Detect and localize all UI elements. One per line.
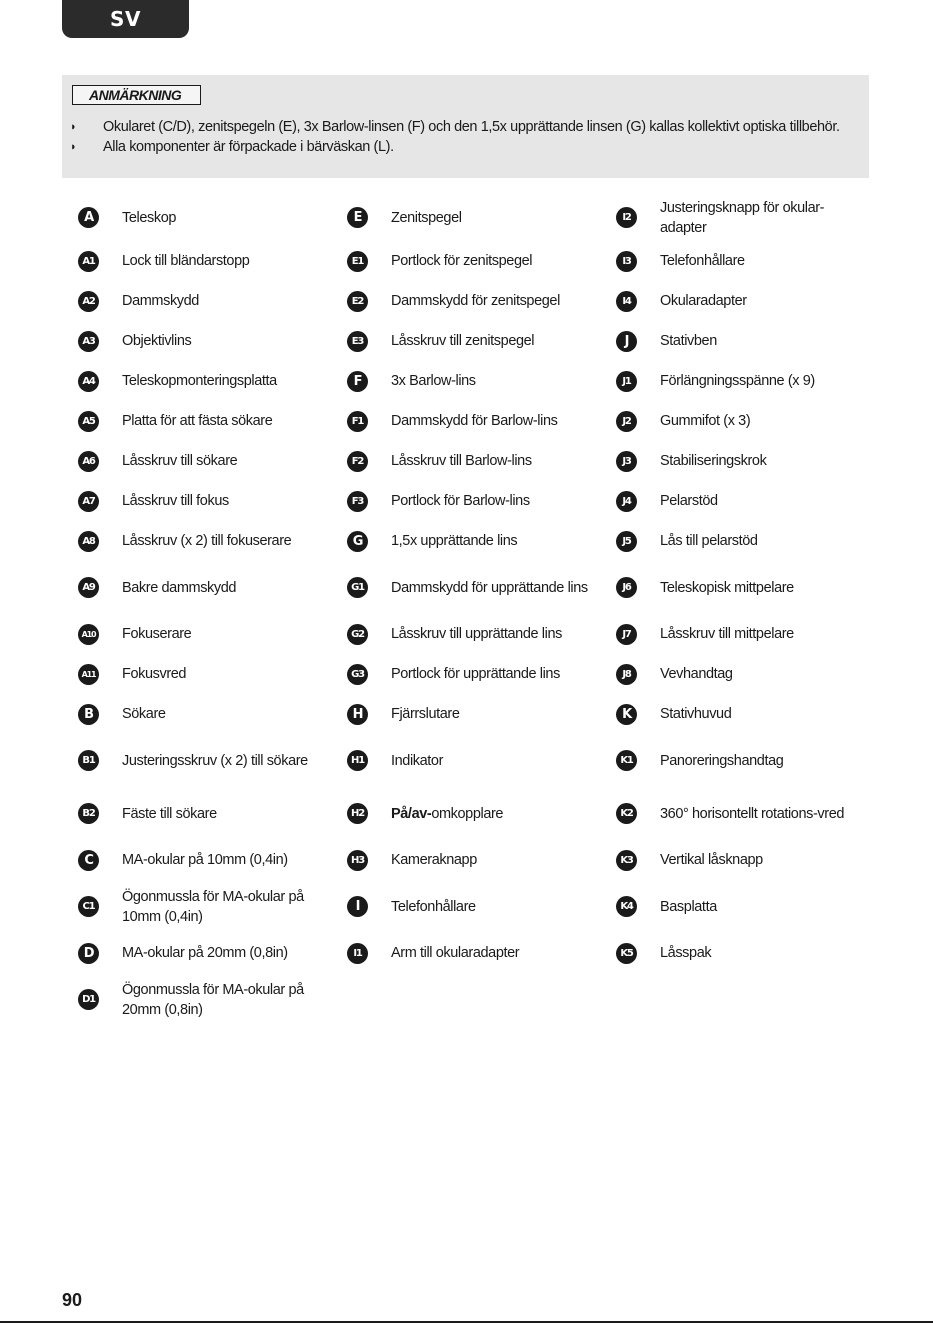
- part-label: Ögonmussla för MA-okular på 20mm (0,8in): [122, 981, 304, 1018]
- part-item: [616, 194, 878, 241]
- part-item: [347, 787, 616, 840]
- part-label: Låsskruv till mittpelare: [660, 626, 794, 642]
- part-item: [616, 321, 878, 361]
- note-item: [72, 137, 859, 157]
- part-code-badge: F2: [347, 451, 368, 472]
- part-item: [616, 481, 878, 521]
- part-code-badge: K5: [616, 943, 637, 964]
- language-tab: SV: [62, 0, 189, 38]
- parts-list: [78, 194, 878, 1026]
- part-item: [347, 880, 616, 933]
- part-code-badge: K4: [616, 896, 637, 917]
- part-code-badge: A9: [78, 577, 99, 598]
- part-code-badge: A: [78, 207, 99, 228]
- part-code-badge: J5: [616, 531, 637, 552]
- part-item: [347, 281, 616, 321]
- part-code-badge: J7: [616, 624, 637, 645]
- note-item-text: Okularet (C/D), zenitspegeln (E), 3x Barlow-linsen (F) och den 1,5x upprättande linsen (G) kallas kollektivt optiska tillbehör.: [103, 119, 840, 135]
- part-item: [78, 401, 347, 441]
- part-item: [347, 361, 616, 401]
- part-label: Stativben: [660, 333, 717, 349]
- part-code-badge: I4: [616, 291, 637, 312]
- part-label: Låsskruv (x 2) till fokuserare: [122, 533, 292, 549]
- part-item: [78, 840, 347, 880]
- part-item: [78, 241, 347, 281]
- part-label: Lock till bländarstopp: [122, 253, 250, 269]
- note-box: [62, 75, 869, 178]
- part-item: [347, 614, 616, 654]
- part-label: Zenitspegel: [391, 209, 462, 226]
- part-item: [616, 880, 878, 933]
- part-item: [347, 840, 616, 880]
- part-item: [616, 694, 878, 734]
- note-title: ANMÄRKNING: [72, 85, 201, 105]
- part-item: [78, 933, 347, 973]
- part-label: Justeringsskruv (x 2) till sökare: [122, 752, 308, 769]
- part-label: Fäste till sökare: [122, 805, 217, 822]
- part-item: [616, 734, 878, 787]
- part-code-badge: H1: [347, 750, 368, 771]
- part-code-badge: J4: [616, 491, 637, 512]
- part-item: [78, 194, 347, 241]
- note-item: [72, 117, 859, 137]
- part-code-badge: J1: [616, 371, 637, 392]
- part-item: [78, 361, 347, 401]
- part-code-badge: A6: [78, 451, 99, 472]
- part-label: Platta för att fästa sökare: [122, 413, 273, 429]
- part-label: Dammskydd för zenitspegel: [391, 293, 560, 309]
- part-label: Bakre dammskydd: [122, 579, 237, 596]
- part-code-badge: C: [78, 850, 99, 871]
- part-item: [78, 654, 347, 694]
- part-item: [78, 521, 347, 561]
- part-code-badge: B1: [78, 750, 99, 771]
- part-code-badge: A3: [78, 331, 99, 352]
- part-code-badge: D1: [78, 989, 99, 1010]
- part-item: [78, 880, 347, 933]
- part-item: [347, 521, 616, 561]
- part-item: [78, 561, 347, 614]
- part-label: Fjärrslutare: [391, 706, 460, 722]
- part-label: MA-okular på 10mm (0,4in): [122, 852, 288, 868]
- part-code-badge: H: [347, 704, 368, 725]
- part-code-badge: J: [616, 331, 637, 352]
- part-code-badge: E2: [347, 291, 368, 312]
- part-code-badge: E3: [347, 331, 368, 352]
- part-code-badge: A8: [78, 531, 99, 552]
- part-item: [347, 441, 616, 481]
- part-label: Portlock för zenitspegel: [391, 253, 533, 269]
- part-item: [78, 734, 347, 787]
- part-item: [347, 694, 616, 734]
- part-item: [347, 973, 616, 1026]
- part-item: [616, 787, 878, 840]
- part-label: Justeringsknapp för okular-adapter: [660, 199, 825, 236]
- part-code-badge: K1: [616, 750, 637, 771]
- part-item: [347, 321, 616, 361]
- part-item: [616, 401, 878, 441]
- bullet-icon: ◗: [70, 121, 77, 133]
- part-item: [78, 481, 347, 521]
- part-item: [347, 734, 616, 787]
- part-code-badge: I3: [616, 251, 637, 272]
- part-label: Dammskydd för Barlow-lins: [391, 413, 558, 429]
- part-label: Teleskopmonteringsplatta: [122, 373, 277, 389]
- part-code-badge: K: [616, 704, 637, 725]
- part-code-badge: F3: [347, 491, 368, 512]
- part-label: Sökare: [122, 706, 166, 722]
- part-code-badge: G1: [347, 577, 368, 598]
- part-label: Låsskruv till sökare: [122, 453, 238, 469]
- part-code-badge: G: [347, 531, 368, 552]
- part-code-badge: J8: [616, 664, 637, 685]
- part-item: [347, 933, 616, 973]
- part-label: Basplatta: [660, 898, 717, 915]
- part-label: MA-okular på 20mm (0,8in): [122, 945, 288, 961]
- part-label: Arm till okularadapter: [391, 945, 520, 961]
- part-label: Panoreringshandtag: [660, 752, 784, 769]
- part-label: Okularadapter: [660, 293, 747, 309]
- part-code-badge: A11: [78, 664, 99, 685]
- part-item: [616, 281, 878, 321]
- part-label: Teleskop: [122, 209, 177, 226]
- part-item: [616, 614, 878, 654]
- part-item: [78, 787, 347, 840]
- part-code-badge: B2: [78, 803, 99, 824]
- part-label: Portlock för Barlow-lins: [391, 493, 530, 509]
- part-item: [616, 561, 878, 614]
- part-code-badge: G2: [347, 624, 368, 645]
- part-code-badge: A1: [78, 251, 99, 272]
- part-code-badge: I2: [616, 207, 637, 228]
- part-item: [78, 441, 347, 481]
- part-label: Låsskruv till zenitspegel: [391, 333, 535, 349]
- part-label: 3x Barlow-lins: [391, 373, 476, 389]
- part-code-badge: K3: [616, 850, 637, 871]
- part-code-badge: A5: [78, 411, 99, 432]
- part-code-badge: F: [347, 371, 368, 392]
- part-label: Kameraknapp: [391, 852, 477, 868]
- part-code-badge: D: [78, 943, 99, 964]
- part-code-badge: J2: [616, 411, 637, 432]
- part-code-badge: H2: [347, 803, 368, 824]
- part-label: Teleskopisk mittpelare: [660, 579, 794, 596]
- part-item: [78, 281, 347, 321]
- part-label-rest: omkopplare: [431, 805, 504, 822]
- part-code-badge: A2: [78, 291, 99, 312]
- part-item: [616, 241, 878, 281]
- part-label: Gummifot (x 3): [660, 413, 751, 429]
- page-number: 90: [62, 1290, 83, 1310]
- part-item: [616, 840, 878, 880]
- part-label: Telefonhållare: [391, 898, 476, 915]
- part-label: Portlock för upprättande lins: [391, 666, 560, 682]
- part-label: Lås till pelarstöd: [660, 533, 758, 549]
- part-label: Vertikal låsknapp: [660, 852, 763, 868]
- part-item: [347, 561, 616, 614]
- part-item: [347, 194, 616, 241]
- part-code-badge: J6: [616, 577, 637, 598]
- part-label: 360° horisontellt rotations-vred: [660, 805, 845, 822]
- part-label: Vevhandtag: [660, 666, 733, 682]
- part-code-badge: A4: [78, 371, 99, 392]
- part-code-badge: J3: [616, 451, 637, 472]
- part-label: Stabiliseringskrok: [660, 453, 767, 469]
- bottom-rule: [0, 1321, 933, 1323]
- part-code-badge: K2: [616, 803, 637, 824]
- part-label-bold: På/av-: [391, 805, 432, 822]
- part-code-badge: H3: [347, 850, 368, 871]
- part-code-badge: A7: [78, 491, 99, 512]
- part-label: Låsspak: [660, 945, 712, 961]
- part-label: Stativhuvud: [660, 706, 732, 722]
- part-code-badge: C1: [78, 896, 99, 917]
- part-item: [78, 973, 347, 1026]
- part-item: [78, 694, 347, 734]
- part-label: Pelarstöd: [660, 493, 718, 509]
- part-item: [616, 441, 878, 481]
- part-item: [616, 973, 878, 1026]
- part-item: [347, 241, 616, 281]
- part-code-badge: A10: [78, 624, 99, 645]
- part-label: Dammskydd för upprättande lins: [391, 579, 588, 596]
- part-label: Telefonhållare: [660, 253, 745, 269]
- part-label: Fokuserare: [122, 626, 192, 642]
- note-item-text: Alla komponenter är förpackade i bärväskan (L).: [103, 139, 394, 155]
- part-label: Låsskruv till Barlow-lins: [391, 453, 532, 469]
- part-label: Fokusvred: [122, 666, 187, 682]
- bullet-icon: ◗: [70, 141, 77, 153]
- part-label: 1,5x upprättande lins: [391, 533, 518, 549]
- part-item: [616, 933, 878, 973]
- note-list: [72, 117, 859, 157]
- part-code-badge: I: [347, 896, 368, 917]
- part-item: [616, 521, 878, 561]
- part-label: Låsskruv till fokus: [122, 493, 229, 509]
- part-code-badge: G3: [347, 664, 368, 685]
- part-label: Förlängningsspänne (x 9): [660, 373, 815, 389]
- part-code-badge: E: [347, 207, 368, 228]
- part-item: [347, 481, 616, 521]
- part-code-badge: I1: [347, 943, 368, 964]
- part-item: [347, 401, 616, 441]
- part-label: Låsskruv till upprättande lins: [391, 626, 562, 642]
- part-item: [78, 614, 347, 654]
- part-label: Dammskydd: [122, 293, 199, 309]
- part-item: [78, 321, 347, 361]
- part-item: [347, 654, 616, 694]
- part-item: [616, 654, 878, 694]
- part-item: [616, 361, 878, 401]
- part-label: Ögonmussla för MA-okular på 10mm (0,4in): [122, 888, 304, 925]
- part-label: [391, 804, 591, 824]
- part-code-badge: B: [78, 704, 99, 725]
- part-label: Indikator: [391, 752, 444, 769]
- part-code-badge: F1: [347, 411, 368, 432]
- part-label: Objektivlins: [122, 333, 192, 349]
- part-code-badge: E1: [347, 251, 368, 272]
